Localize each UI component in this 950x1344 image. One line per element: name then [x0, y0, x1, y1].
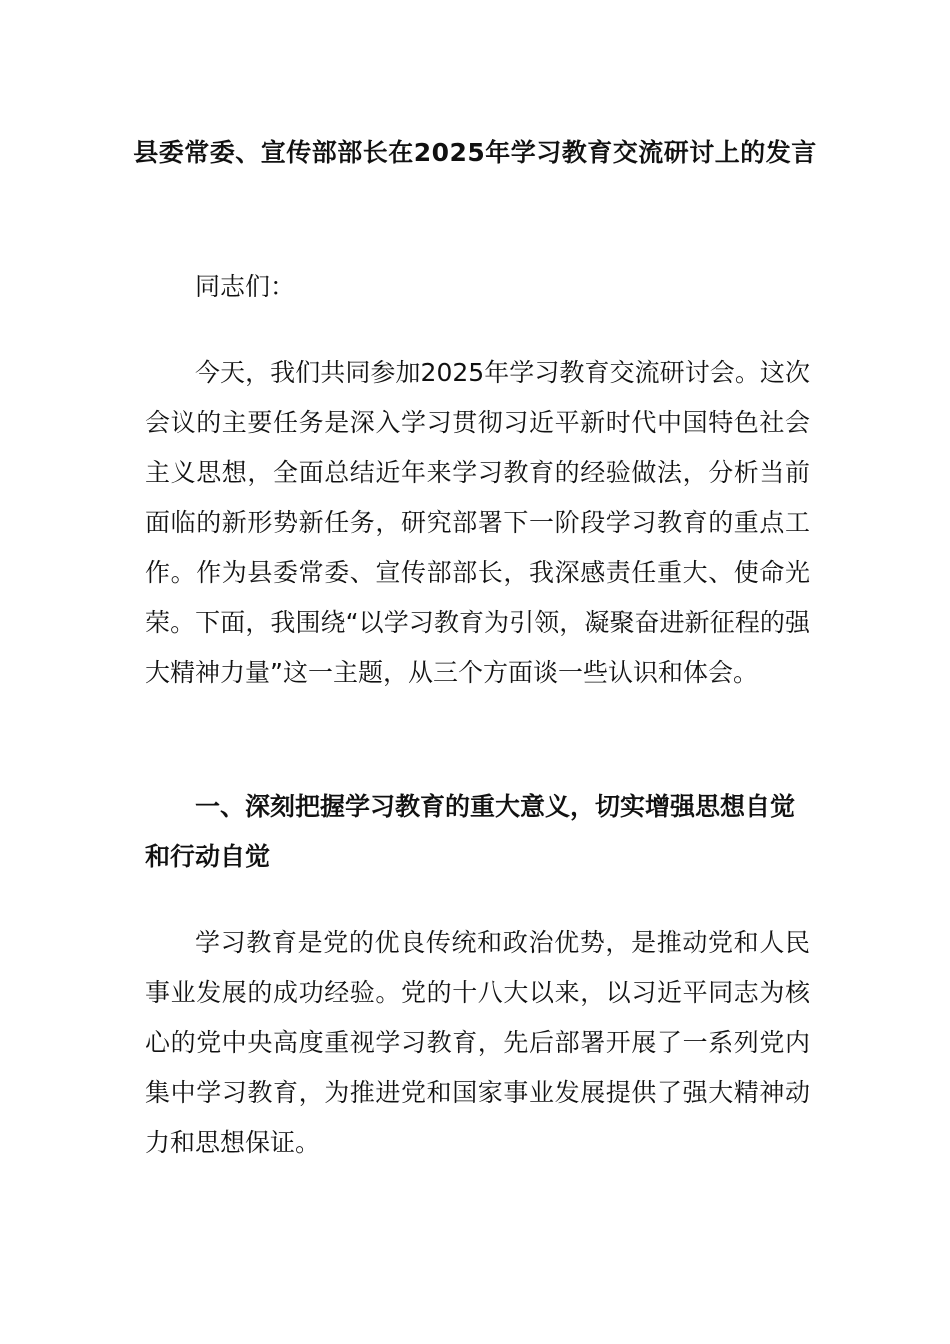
body-paragraph: 今天，我们共同参加2025年学习教育交流研讨会。这次会议的主要任务是深入学习贯彻习近平新时代中国特色社会主义思想，全面总结近年来学习教育的经验做法，分析当前面临的新形势新任务，研究部署下一阶段学习教育的重点工作。作为县委常委、宣传部部长，我深感责任重大、使命光荣。下面，我围绕“以学习教育为引领，凝聚奋进新征程的强大精神力量”这一主题，从三个方面谈一些认识和体会。 — [145, 358, 810, 687]
greeting: 同志们： — [195, 272, 296, 301]
section-heading: 一、深刻把握学习教育的重大意义，切实增强思想自觉和行动自觉 — [145, 792, 796, 871]
document-title: 县委常委、宣传部部长在2025年学习教育交流研讨上的发言 — [133, 138, 817, 167]
body-paragraph: 学习教育是党的优良传统和政治优势，是推动党和人民事业发展的成功经验。党的十八大以来，以习近平同志为核心的党中央高度重视学习教育，先后部署开展了一系列党内集中学习教育，为推进党和国家事业发展提供了强大精神动力和思想保证。 — [145, 928, 810, 1157]
